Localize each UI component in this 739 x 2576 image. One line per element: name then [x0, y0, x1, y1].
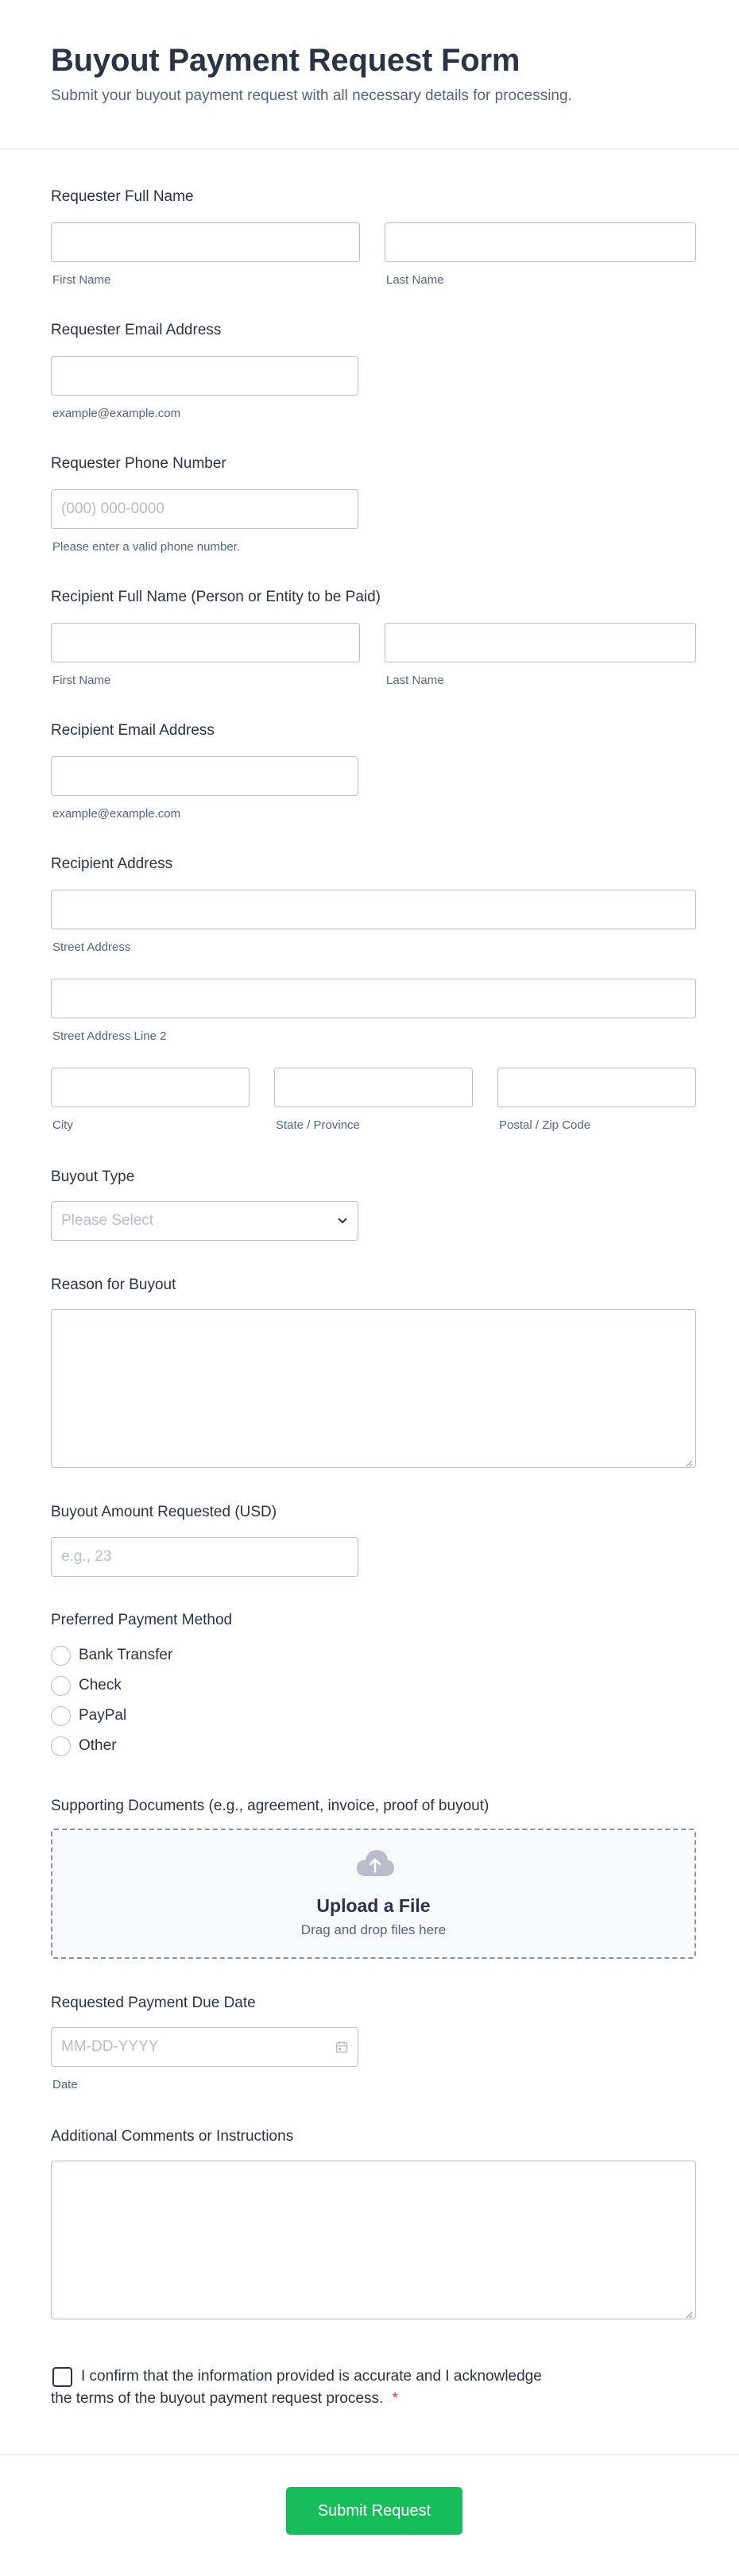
requester-phone-label: Requester Phone Number [51, 455, 226, 472]
radio-option-paypal[interactable] [51, 1705, 126, 1727]
requester-phone-input[interactable]: (000) 000-0000 [51, 489, 358, 529]
requester-email-input[interactable] [51, 356, 358, 396]
chevron-down-icon [337, 1217, 348, 1225]
page-title: Buyout Payment Request Form [51, 43, 520, 78]
recipient-first-name-sublabel: First Name [52, 674, 111, 687]
radio-circle[interactable] [51, 1706, 71, 1726]
payment-method-label: Preferred Payment Method [51, 1612, 233, 1628]
requester-first-name-input[interactable] [51, 222, 360, 262]
radio-option-other[interactable] [51, 1735, 117, 1757]
radio-label: PayPal [79, 1707, 127, 1724]
comments-label: Additional Comments or Instructions [51, 2128, 294, 2145]
submit-button[interactable]: Submit Request [286, 2487, 462, 2535]
resize-handle-icon[interactable] [685, 2308, 693, 2316]
amount-input[interactable]: e.g., 23 [51, 1537, 358, 1577]
requester-last-name-sublabel: Last Name [386, 273, 444, 287]
cloud-upload-icon [355, 1849, 395, 1882]
radio-circle[interactable] [51, 1646, 71, 1666]
recipient-address-label: Recipient Address [51, 855, 173, 872]
requester-first-name-sublabel: First Name [52, 273, 111, 287]
street-address-line2-sublabel: Street Address Line 2 [52, 1029, 167, 1043]
due-date-label: Requested Payment Due Date [51, 1995, 256, 2011]
confirm-checkbox[interactable] [52, 2367, 72, 2387]
recipient-email-input[interactable] [51, 756, 358, 796]
calendar-icon[interactable] [335, 2041, 348, 2053]
radio-option-bank-transfer[interactable] [51, 1644, 172, 1666]
radio-label: Check [79, 1677, 122, 1694]
buyout-type-select[interactable] [51, 1201, 358, 1241]
recipient-last-name-input[interactable] [385, 623, 696, 662]
page-subtitle: Submit your buyout payment request with all necessary details for processing. [51, 87, 572, 104]
zip-sublabel: Postal / Zip Code [499, 1118, 591, 1132]
city-input[interactable] [51, 1068, 250, 1107]
documents-label: Supporting Documents (e.g., agreement, invoice, proof of buyout) [51, 1798, 489, 1814]
form-body [51, 0, 696, 2454]
due-date-input[interactable] [51, 2027, 358, 2067]
comments-textarea[interactable] [51, 2161, 696, 2319]
recipient-last-name-sublabel: Last Name [386, 674, 444, 687]
zip-input[interactable] [497, 1068, 696, 1107]
recipient-email-label: Recipient Email Address [51, 722, 215, 739]
reason-label: Reason for Buyout [51, 1276, 176, 1293]
requester-phone-sublabel: Please enter a valid phone number. [52, 540, 240, 554]
requester-email-sublabel: example@example.com [52, 407, 181, 420]
confirm-text-line2 [51, 2388, 398, 2409]
radio-label: Bank Transfer [79, 1647, 173, 1663]
resize-handle-icon[interactable] [685, 1457, 693, 1465]
radio-circle[interactable] [51, 1676, 71, 1696]
radio-label: Other [79, 1737, 117, 1754]
buyout-type-label: Buyout Type [51, 1168, 135, 1185]
due-date-placeholder: MM-DD-YYYY [61, 2038, 159, 2055]
state-sublabel: State / Province [276, 1118, 360, 1132]
requester-name-label: Requester Full Name [51, 188, 194, 205]
recipient-name-label: Recipient Full Name (Person or Entity to be Paid) [51, 589, 381, 605]
required-asterisk: * [392, 2390, 398, 2407]
buyout-type-placeholder: Please Select [61, 1212, 154, 1229]
radio-option-check[interactable] [51, 1674, 122, 1697]
requester-last-name-input[interactable] [385, 222, 696, 262]
recipient-email-sublabel: example@example.com [52, 807, 181, 821]
radio-circle[interactable] [51, 1736, 71, 1756]
requester-email-label: Requester Email Address [51, 322, 222, 338]
confirm-text-line1: I confirm that the information provided is accurate and I acknowledge [81, 2368, 542, 2385]
recipient-first-name-input[interactable] [51, 623, 360, 662]
due-date-sublabel: Date [52, 2078, 78, 2091]
amount-label: Buyout Amount Requested (USD) [51, 1504, 277, 1520]
upload-title: Upload a File [316, 1895, 431, 1916]
file-upload-dropzone[interactable] [51, 1829, 696, 1959]
upload-subtitle: Drag and drop files here [300, 1922, 447, 1937]
state-input[interactable] [274, 1068, 473, 1107]
form-footer [0, 2454, 739, 2576]
confirm-text: the terms of the buyout payment request process. [51, 2390, 384, 2407]
street-address-sublabel: Street Address [52, 940, 131, 954]
reason-textarea[interactable] [51, 1309, 696, 1468]
city-sublabel: City [52, 1118, 73, 1132]
street-address-line2-input[interactable] [51, 979, 696, 1018]
street-address-input[interactable] [51, 890, 696, 929]
